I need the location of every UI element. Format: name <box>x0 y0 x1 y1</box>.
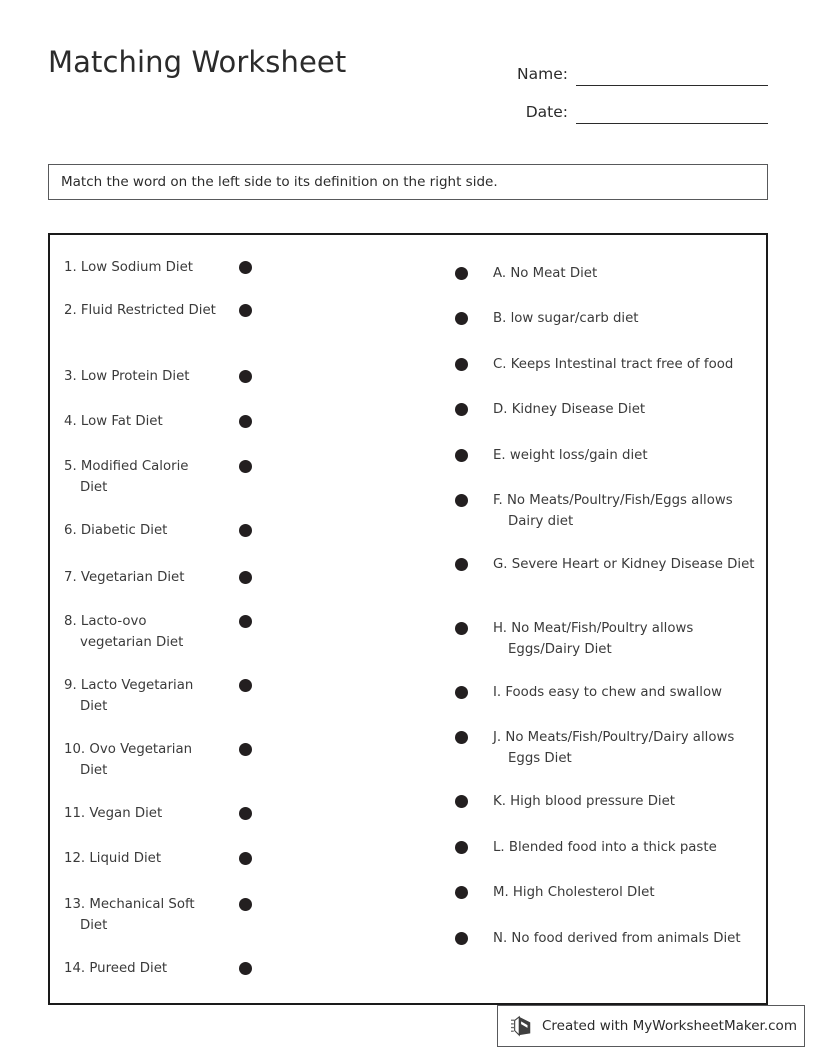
left-match-dot[interactable] <box>239 852 252 865</box>
right-definition-label: B. low sugar/carb diet <box>493 311 639 326</box>
right-definition-label: N. No food derived from animals Diet <box>493 931 741 946</box>
left-term-label: 2. Fluid Restricted Diet <box>64 303 216 318</box>
date-label: Date: <box>525 103 568 121</box>
left-term-label: 11. Vegan Diet <box>64 806 163 821</box>
left-term-label: 3. Low Protein Diet <box>64 369 190 384</box>
left-term-label: 13. Mechanical Soft Diet <box>64 897 195 933</box>
right-match-dot[interactable] <box>455 558 468 571</box>
right-definition-label: M. High Cholesterol DIet <box>493 885 655 900</box>
left-term-label: 10. Ovo Vegetarian Diet <box>64 742 193 778</box>
right-definition-label: K. High blood pressure Diet <box>493 794 676 809</box>
left-match-dot[interactable] <box>239 743 252 756</box>
date-field-row <box>496 86 768 124</box>
instruction-box <box>48 164 768 200</box>
left-term-label: 6. Diabetic Diet <box>64 523 168 538</box>
right-definition-label: J. No Meats/Fish/Poultry/Dairy allows Eggs Diet <box>493 730 735 766</box>
name-date-fields <box>496 48 768 124</box>
right-definition-label: H. No Meat/Fish/Poultry allows Eggs/Dairy Diet <box>493 621 694 657</box>
left-match-dot[interactable] <box>239 460 252 473</box>
footer-attribution-text: Created with MyWorksheetMaker.com <box>542 1018 797 1034</box>
left-term-label: 4. Low Fat Diet <box>64 414 163 429</box>
right-match-dot[interactable] <box>455 795 468 808</box>
right-match-dot[interactable] <box>455 886 468 899</box>
left-term-label: 7. Vegetarian Diet <box>64 570 185 585</box>
right-match-dot[interactable] <box>455 686 468 699</box>
date-input-line[interactable] <box>576 101 768 124</box>
left-match-dot[interactable] <box>239 962 252 975</box>
left-match-dot[interactable] <box>239 679 252 692</box>
right-match-dot[interactable] <box>455 358 468 371</box>
right-definition-label: I. Foods easy to chew and swallow <box>493 685 722 700</box>
left-match-dot[interactable] <box>239 571 252 584</box>
right-match-dot[interactable] <box>455 267 468 280</box>
left-term-label: 14. Pureed Diet <box>64 961 168 976</box>
right-match-dot[interactable] <box>455 403 468 416</box>
right-match-dot[interactable] <box>455 932 468 945</box>
right-match-dot[interactable] <box>455 449 468 462</box>
left-match-dot[interactable] <box>239 415 252 428</box>
right-definition-label: A. No Meat Diet <box>493 266 598 281</box>
right-match-dot[interactable] <box>455 731 468 744</box>
page-title: Matching Worksheet <box>48 45 347 79</box>
left-match-dot[interactable] <box>239 261 252 274</box>
right-definition-label: E. weight loss/gain diet <box>493 448 648 463</box>
right-match-dot[interactable] <box>455 841 468 854</box>
left-match-dot[interactable] <box>239 370 252 383</box>
matching-area <box>48 233 768 1005</box>
right-match-dot[interactable] <box>455 312 468 325</box>
name-field-row <box>496 48 768 86</box>
left-term-label: 1. Low Sodium Diet <box>64 260 193 275</box>
left-term-label: 5. Modified Calorie Diet <box>64 459 189 495</box>
right-match-dot[interactable] <box>455 494 468 507</box>
left-match-dot[interactable] <box>239 898 252 911</box>
left-term-label: 9. Lacto Vegetarian Diet <box>64 678 194 714</box>
right-definition-label: D. Kidney Disease Diet <box>493 402 646 417</box>
right-definition-label: C. Keeps Intestinal tract free of food <box>493 357 734 372</box>
left-match-dot[interactable] <box>239 524 252 537</box>
worksheet-header <box>0 0 816 140</box>
left-match-dot[interactable] <box>239 807 252 820</box>
right-definition-label: L. Blended food into a thick paste <box>493 840 717 855</box>
name-label: Name: <box>517 65 568 83</box>
right-match-dot[interactable] <box>455 622 468 635</box>
left-match-dot[interactable] <box>239 304 252 317</box>
left-match-dot[interactable] <box>239 615 252 628</box>
instruction-text: Match the word on the left side to its definition on the right side. <box>61 174 498 190</box>
right-definition-label: F. No Meats/Poultry/Fish/Eggs allows Dairy diet <box>493 493 733 529</box>
left-term-label: 8. Lacto-ovo vegetarian Diet <box>64 614 184 650</box>
left-term-label: 12. Liquid Diet <box>64 851 162 866</box>
footer-attribution-badge <box>497 1005 805 1047</box>
worksheet-maker-logo-icon <box>511 1015 533 1037</box>
right-definition-label: G. Severe Heart or Kidney Disease Diet <box>493 557 755 572</box>
name-input-line[interactable] <box>576 63 768 86</box>
